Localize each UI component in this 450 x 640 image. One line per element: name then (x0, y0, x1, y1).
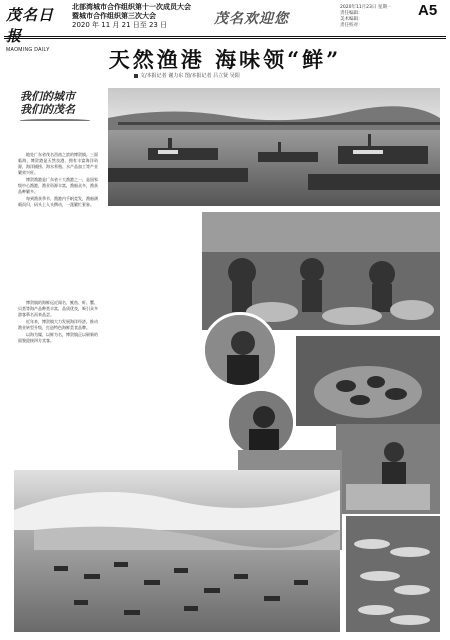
paragraph: 博贺镇的海鲜远近闻名，鱿鱼、虾、蟹、贝类等海产品种类丰富，品质优良，吸引众多游客慕名而来品尝。 (18, 300, 98, 317)
masthead (0, 0, 450, 53)
byline (134, 72, 240, 79)
logo-en: MAOMING DAILY (6, 47, 50, 53)
logo-cn: 茂名日 (6, 6, 55, 24)
paragraph: 地处广东省茂名西南之滨的博贺镇，三面临海，博贺港是天然良港，拥有丰富海洋资源，海洋捕捞、海水养殖、水产品加工等产业繁荣兴旺。 (18, 152, 98, 175)
newspaper-logo (6, 4, 68, 53)
meta-check: 责任校对： (340, 23, 363, 28)
paragraph: 博贺渔港是广东省十大渔港之一，是国家级中心渔港，渔业资源丰富，渔船众多，渔获品种繁多。 (18, 177, 98, 194)
column-logo-line1: 我们的城市 (20, 90, 75, 103)
paragraph: 每到渔获季节，渔港内千帆竞发，渔船满载而归，码头上人头攒动，一派繁忙景象。 (18, 196, 98, 207)
portrait-photo-2 (226, 388, 296, 458)
section-title: 茂名欢迎您 (214, 11, 289, 27)
byline-text: 文/本报记者 谢力东 图/本报记者 吕立贤 吴阳 (140, 73, 240, 79)
paragraph: 近年来，博贺镇大力发展海洋经济，推动渔业转型升级，打造特色海鲜美食品牌。 (18, 319, 98, 330)
meta-editor: 责任编辑： (340, 11, 363, 16)
event-title (72, 3, 191, 30)
paragraph: 以海为媒，以鲜为名，博贺镇正以崭新的面貌迎接四方宾客。 (18, 332, 98, 343)
portrait-photo-1 (202, 312, 278, 388)
wave-decoration (20, 119, 90, 123)
meta-design: 美术编辑： (340, 17, 363, 22)
headline: 天然渔港 海味领“鲜” (108, 47, 342, 72)
page-meta (340, 5, 391, 29)
header-rule (4, 36, 446, 37)
page-number: A5 (418, 2, 438, 19)
aerial-harbour-photo (14, 470, 340, 632)
event-date: 2020 年 11 月 21 日至 23 日 (72, 21, 168, 29)
fish-catch-photo (346, 516, 440, 632)
article-body-lower (18, 300, 98, 345)
meta-date: 2020年11月23日 星期一 (340, 5, 392, 10)
bullet-square (134, 74, 138, 78)
column-logo (20, 90, 110, 136)
article-body (18, 152, 98, 209)
event-line1: 北部湾城市合作组织第十一次成员大会 (72, 3, 191, 11)
column-logo-line2: 我们的茂名 (20, 103, 75, 116)
fish-seller-photo (336, 424, 440, 514)
event-line2: 暨城市合作组织第三次大会 (72, 12, 156, 20)
seafood-basket-photo (296, 336, 440, 426)
harbour-photo (108, 88, 440, 206)
header-rule-thin (4, 38, 446, 39)
